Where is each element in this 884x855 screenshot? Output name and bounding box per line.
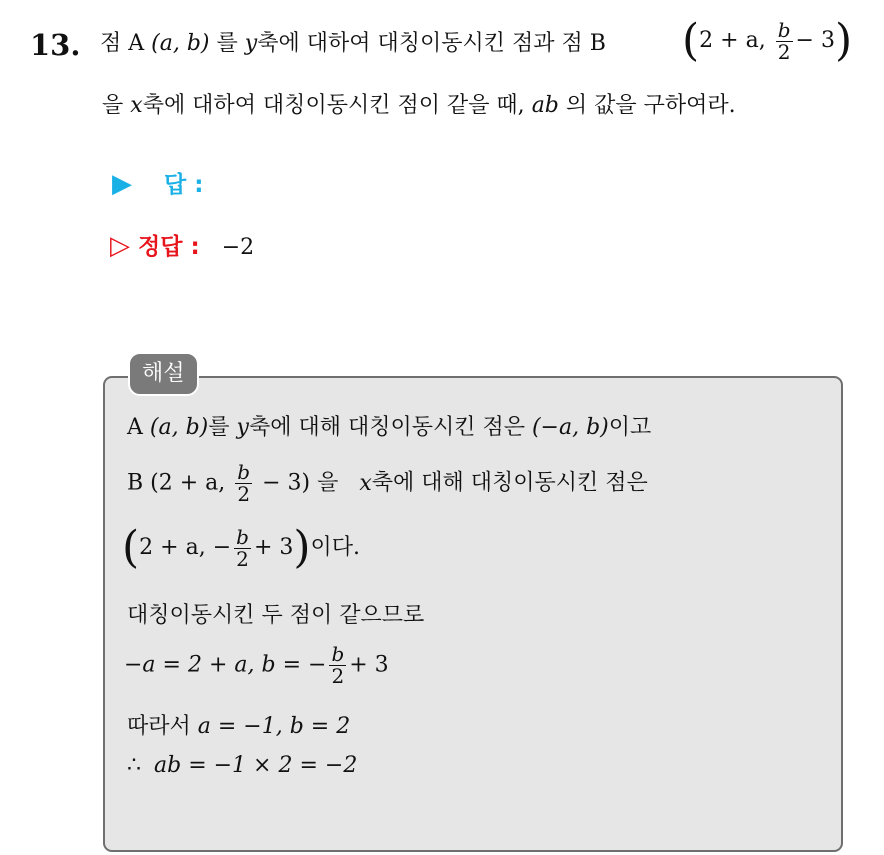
question-line-1 [100, 33, 606, 55]
equation: −a = 2 + a, b = − [124, 652, 327, 678]
left-paren: ( [682, 15, 700, 66]
fraction-denominator: 2 [235, 483, 252, 505]
question-line-2 [102, 95, 736, 117]
solution-text: 이다. [310, 535, 361, 560]
question-text: 축에 대하여 대칭이동시킨 점이 같을 때, [142, 93, 525, 118]
right-paren: ) [293, 522, 311, 573]
play-outline-icon: ▷ [110, 231, 130, 261]
x-variable: x [130, 93, 143, 118]
correct-answer-row [110, 228, 254, 261]
point-a-coords: (a, b) [149, 415, 209, 440]
solution-text: 를 [208, 415, 230, 440]
question-text: 을 [102, 93, 124, 118]
question-text: 점 A [100, 31, 145, 56]
solution-text: 을 [317, 470, 339, 496]
x-variable: x [359, 470, 372, 496]
solution-text: 축에 대해 대칭이동시킨 점은 [248, 415, 525, 440]
point-b-expression: B (2 + a, [127, 470, 226, 496]
solution-line-3 [122, 522, 361, 573]
solution-line-6 [127, 716, 350, 738]
play-filled-icon: ▶ [112, 169, 132, 199]
solution-line-7 [127, 755, 357, 777]
left-paren: ( [122, 522, 140, 573]
solution-text: − 3) [262, 470, 311, 496]
fraction-denominator: 2 [776, 41, 793, 63]
b-over-2-fraction [234, 524, 251, 571]
fraction-numerator: b [236, 524, 249, 549]
equation: ab = −1 × 2 = −2 [154, 753, 358, 778]
right-paren: ) [834, 15, 853, 66]
point-a-coords: (a, b) [151, 31, 210, 56]
correct-answer-value: −2 [221, 235, 255, 260]
solution-text: 이고 [608, 415, 652, 440]
therefore-symbol: ∴ [127, 753, 141, 778]
fraction-numerator: b [777, 17, 791, 42]
reflected-point-b: 2 + a, − [139, 535, 232, 560]
fraction-numerator: b [331, 642, 345, 666]
solution-text: A [127, 415, 143, 440]
question-number: 13. [30, 28, 81, 62]
fraction-denominator: 2 [329, 665, 346, 687]
question-text: 축에 대하여 대칭이동시킨 점과 점 B [257, 31, 606, 56]
answer-label: 답 : [164, 172, 204, 198]
solution-text: 축에 대해 대칭이동시킨 점은 [371, 470, 648, 496]
b-over-2-fraction [235, 462, 252, 505]
solution-text: + 3 [253, 535, 294, 560]
equation: a = −1, b = 2 [197, 714, 351, 739]
question-text: 의 값을 구하여라. [565, 93, 736, 118]
solution-text: 따라서 [127, 714, 191, 739]
y-variable: y [236, 415, 249, 440]
b-coord-first: 2 + a, [699, 28, 766, 53]
fraction-denominator: 2 [234, 548, 251, 570]
reflected-point-a: (−a, b) [531, 415, 609, 440]
b-coord-second: − 3 [795, 28, 835, 53]
answer-row [112, 166, 203, 199]
question-text: 를 [216, 31, 238, 56]
correct-answer-label: 정답 : [138, 234, 200, 260]
b-over-2-fraction [776, 17, 793, 64]
b-over-2-fraction [329, 644, 346, 687]
solution-line-1 [127, 417, 651, 439]
solution-line-2 [127, 462, 648, 505]
y-variable: y [244, 31, 258, 56]
solution-text: + 3 [349, 652, 389, 678]
ab-variable: ab [531, 93, 559, 118]
fraction-numerator: b [237, 460, 251, 484]
solution-line-4: 대칭이동시킨 두 점이 같으므로 [127, 603, 425, 628]
solution-tag: 해설 [128, 352, 199, 396]
solution-line-5 [124, 644, 389, 687]
point-b-expression [682, 15, 853, 66]
